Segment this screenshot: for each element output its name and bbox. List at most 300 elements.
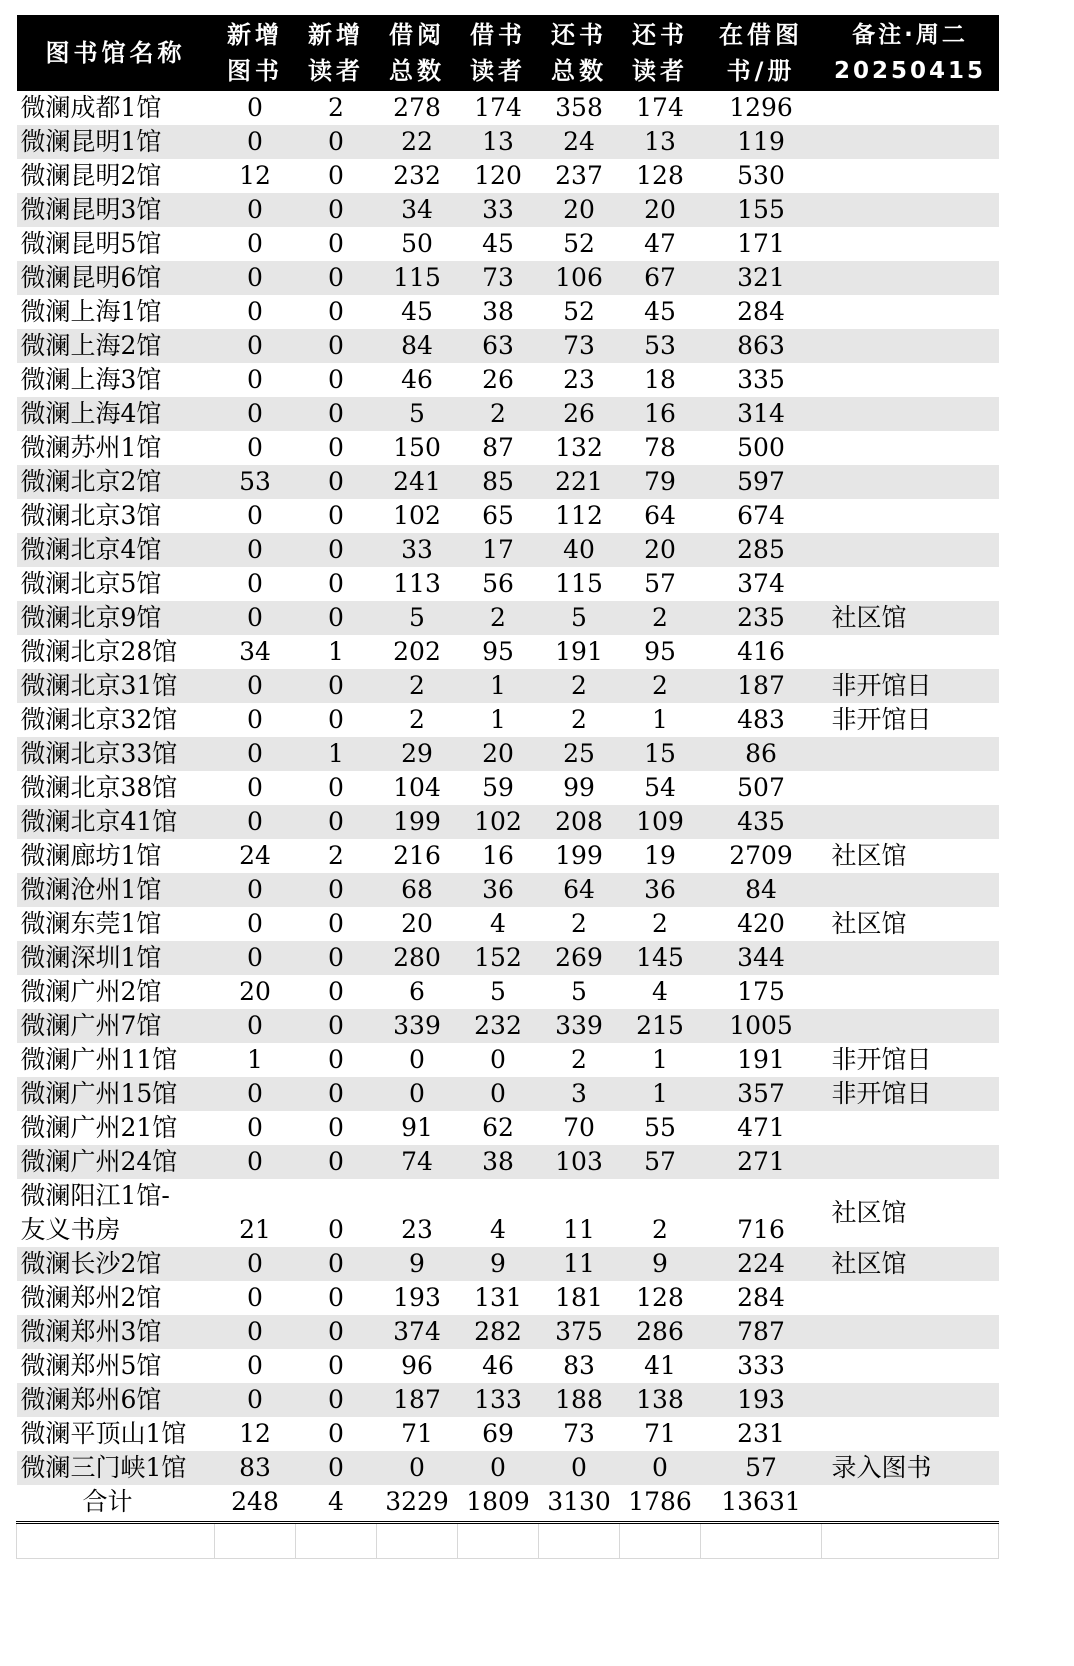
cell-return-total[interactable]: 99	[539, 771, 620, 805]
header-on-loan[interactable]: 在借图 书/册	[701, 15, 822, 91]
cell-return-total[interactable]: 358	[539, 91, 620, 125]
cell-borrow-total[interactable]: 202	[377, 635, 458, 669]
cell-note[interactable]	[822, 363, 999, 397]
cell-note[interactable]	[822, 941, 999, 975]
cell-note[interactable]	[822, 227, 999, 261]
cell-return-total[interactable]: 375	[539, 1315, 620, 1349]
cell-borrow-readers[interactable]: 131	[458, 1281, 539, 1315]
cell-return-readers[interactable]: 71	[620, 1417, 701, 1451]
cell-note[interactable]	[822, 1111, 999, 1145]
empty-cell[interactable]	[539, 1523, 620, 1559]
cell-note[interactable]	[822, 295, 999, 329]
cell-borrow-readers[interactable]: 120	[458, 159, 539, 193]
cell-new-books[interactable]: 12	[215, 1417, 296, 1451]
total-return-readers[interactable]: 1786	[620, 1485, 701, 1523]
cell-library-name[interactable]: 微澜上海3馆	[17, 363, 215, 397]
cell-return-readers[interactable]: 1	[620, 1077, 701, 1111]
cell-note[interactable]	[822, 91, 999, 125]
cell-new-readers[interactable]: 0	[296, 125, 377, 159]
cell-note[interactable]	[822, 873, 999, 907]
cell-return-readers[interactable]: 57	[620, 567, 701, 601]
cell-new-books[interactable]: 0	[215, 703, 296, 737]
cell-note[interactable]: 社区馆	[822, 601, 999, 635]
cell-borrow-readers[interactable]: 4	[458, 907, 539, 941]
cell-borrow-total[interactable]: 84	[377, 329, 458, 363]
cell-borrow-readers[interactable]: 1	[458, 703, 539, 737]
cell-return-readers[interactable]: 57	[620, 1145, 701, 1179]
empty-cell[interactable]	[17, 1523, 215, 1559]
cell-note[interactable]	[822, 1281, 999, 1315]
cell-library-name[interactable]: 微澜北京38馆	[17, 771, 215, 805]
cell-return-total[interactable]: 115	[539, 567, 620, 601]
cell-borrow-total[interactable]: 187	[377, 1383, 458, 1417]
cell-note[interactable]	[822, 635, 999, 669]
cell-borrow-total[interactable]: 74	[377, 1145, 458, 1179]
cell-borrow-total[interactable]: 104	[377, 771, 458, 805]
cell-new-readers[interactable]: 0	[296, 567, 377, 601]
cell-borrow-total[interactable]: 2	[377, 703, 458, 737]
total-on-loan[interactable]: 13631	[701, 1485, 822, 1523]
cell-library-name[interactable]: 微澜上海4馆	[17, 397, 215, 431]
cell-library-name[interactable]: 微澜北京2馆	[17, 465, 215, 499]
cell-library-name[interactable]: 微澜平顶山1馆	[17, 1417, 215, 1451]
cell-return-readers[interactable]: 138	[620, 1383, 701, 1417]
cell-library-name[interactable]: 微澜昆明6馆	[17, 261, 215, 295]
cell-on-loan[interactable]: 224	[701, 1247, 822, 1281]
cell-return-total[interactable]: 112	[539, 499, 620, 533]
cell-library-name[interactable]: 微澜北京9馆	[17, 601, 215, 635]
cell-library-name[interactable]: 微澜三门峡1馆	[17, 1451, 215, 1485]
cell-return-total[interactable]: 0	[539, 1451, 620, 1485]
cell-new-books[interactable]: 0	[215, 533, 296, 567]
cell-library-name[interactable]: 微澜昆明2馆	[17, 159, 215, 193]
cell-on-loan[interactable]: 86	[701, 737, 822, 771]
cell-borrow-readers[interactable]: 17	[458, 533, 539, 567]
cell-new-readers[interactable]: 2	[296, 91, 377, 125]
cell-return-total[interactable]: 269	[539, 941, 620, 975]
cell-return-total[interactable]: 70	[539, 1111, 620, 1145]
cell-borrow-readers[interactable]: 33	[458, 193, 539, 227]
cell-new-readers[interactable]: 0	[296, 193, 377, 227]
cell-library-name[interactable]: 微澜北京32馆	[17, 703, 215, 737]
cell-on-loan[interactable]: 119	[701, 125, 822, 159]
cell-return-total[interactable]: 103	[539, 1145, 620, 1179]
cell-new-readers[interactable]: 0	[296, 397, 377, 431]
cell-return-readers[interactable]: 20	[620, 533, 701, 567]
cell-note[interactable]: 社区馆	[822, 1247, 999, 1281]
cell-on-loan[interactable]: 57	[701, 1451, 822, 1485]
cell-return-readers[interactable]: 67	[620, 261, 701, 295]
cell-borrow-readers[interactable]: 62	[458, 1111, 539, 1145]
cell-note[interactable]	[822, 261, 999, 295]
cell-on-loan[interactable]: 235	[701, 601, 822, 635]
cell-borrow-readers[interactable]: 38	[458, 295, 539, 329]
cell-on-loan[interactable]: 471	[701, 1111, 822, 1145]
cell-library-name[interactable]: 微澜昆明5馆	[17, 227, 215, 261]
cell-new-readers[interactable]: 0	[296, 1281, 377, 1315]
cell-return-total[interactable]: 2	[539, 1043, 620, 1077]
cell-on-loan[interactable]: 716	[701, 1179, 822, 1247]
cell-return-readers[interactable]: 2	[620, 669, 701, 703]
header-return-total[interactable]: 还书 总数	[539, 15, 620, 91]
cell-borrow-total[interactable]: 102	[377, 499, 458, 533]
cell-borrow-readers[interactable]: 152	[458, 941, 539, 975]
cell-new-books[interactable]: 0	[215, 227, 296, 261]
cell-borrow-readers[interactable]: 95	[458, 635, 539, 669]
cell-library-name[interactable]: 微澜成都1馆	[17, 91, 215, 125]
cell-note[interactable]	[822, 1417, 999, 1451]
cell-borrow-total[interactable]: 2	[377, 669, 458, 703]
cell-new-books[interactable]: 0	[215, 125, 296, 159]
cell-on-loan[interactable]: 483	[701, 703, 822, 737]
empty-cell[interactable]	[701, 1523, 822, 1559]
empty-cell[interactable]	[620, 1523, 701, 1559]
cell-borrow-total[interactable]: 71	[377, 1417, 458, 1451]
cell-new-readers[interactable]: 2	[296, 839, 377, 873]
cell-return-total[interactable]: 199	[539, 839, 620, 873]
cell-new-books[interactable]: 0	[215, 805, 296, 839]
cell-return-total[interactable]: 52	[539, 295, 620, 329]
cell-return-readers[interactable]: 54	[620, 771, 701, 805]
cell-return-total[interactable]: 11	[539, 1247, 620, 1281]
cell-return-total[interactable]: 11	[539, 1179, 620, 1247]
cell-borrow-readers[interactable]: 45	[458, 227, 539, 261]
cell-return-readers[interactable]: 53	[620, 329, 701, 363]
cell-new-books[interactable]: 0	[215, 771, 296, 805]
cell-on-loan[interactable]: 2709	[701, 839, 822, 873]
cell-return-readers[interactable]: 95	[620, 635, 701, 669]
cell-new-readers[interactable]: 0	[296, 771, 377, 805]
cell-borrow-readers[interactable]: 59	[458, 771, 539, 805]
cell-return-readers[interactable]: 55	[620, 1111, 701, 1145]
cell-note[interactable]: 录入图书	[822, 1451, 999, 1485]
cell-borrow-readers[interactable]: 1	[458, 669, 539, 703]
cell-return-readers[interactable]: 20	[620, 193, 701, 227]
cell-new-readers[interactable]: 0	[296, 363, 377, 397]
cell-return-total[interactable]: 40	[539, 533, 620, 567]
cell-note[interactable]: 非开馆日	[822, 1077, 999, 1111]
total-note[interactable]	[822, 1485, 999, 1523]
cell-return-readers[interactable]: 36	[620, 873, 701, 907]
cell-new-readers[interactable]: 0	[296, 1417, 377, 1451]
header-borrow-total[interactable]: 借阅 总数	[377, 15, 458, 91]
cell-borrow-readers[interactable]: 87	[458, 431, 539, 465]
header-borrow-readers[interactable]: 借书 读者	[458, 15, 539, 91]
cell-borrow-total[interactable]: 0	[377, 1043, 458, 1077]
cell-library-name[interactable]: 微澜广州15馆	[17, 1077, 215, 1111]
cell-return-readers[interactable]: 15	[620, 737, 701, 771]
cell-new-readers[interactable]: 0	[296, 533, 377, 567]
cell-note[interactable]	[822, 1145, 999, 1179]
cell-new-books[interactable]: 0	[215, 1247, 296, 1281]
cell-borrow-total[interactable]: 5	[377, 601, 458, 635]
cell-library-name[interactable]: 微澜昆明3馆	[17, 193, 215, 227]
cell-new-readers[interactable]: 0	[296, 159, 377, 193]
empty-cell[interactable]	[458, 1523, 539, 1559]
cell-library-name[interactable]: 微澜北京4馆	[17, 533, 215, 567]
cell-library-name[interactable]: 微澜广州11馆	[17, 1043, 215, 1077]
cell-library-name[interactable]: 微澜广州2馆	[17, 975, 215, 1009]
cell-new-readers[interactable]: 0	[296, 1383, 377, 1417]
cell-new-books[interactable]: 0	[215, 431, 296, 465]
cell-on-loan[interactable]: 357	[701, 1077, 822, 1111]
cell-on-loan[interactable]: 321	[701, 261, 822, 295]
cell-borrow-readers[interactable]: 20	[458, 737, 539, 771]
cell-new-books[interactable]: 0	[215, 1315, 296, 1349]
cell-borrow-total[interactable]: 280	[377, 941, 458, 975]
cell-new-books[interactable]: 24	[215, 839, 296, 873]
cell-note[interactable]	[822, 737, 999, 771]
cell-return-readers[interactable]: 4	[620, 975, 701, 1009]
cell-return-readers[interactable]: 2	[620, 1179, 701, 1247]
cell-borrow-readers[interactable]: 13	[458, 125, 539, 159]
cell-return-readers[interactable]: 16	[620, 397, 701, 431]
cell-new-books[interactable]: 0	[215, 737, 296, 771]
cell-new-readers[interactable]: 0	[296, 431, 377, 465]
total-new-books[interactable]: 248	[215, 1485, 296, 1523]
cell-return-total[interactable]: 26	[539, 397, 620, 431]
empty-cell[interactable]	[377, 1523, 458, 1559]
cell-note[interactable]	[822, 329, 999, 363]
header-new-books[interactable]: 新增 图书	[215, 15, 296, 91]
header-note[interactable]: 备注·周二 20250415	[822, 15, 999, 91]
cell-on-loan[interactable]: 1005	[701, 1009, 822, 1043]
cell-new-readers[interactable]: 0	[296, 295, 377, 329]
cell-on-loan[interactable]: 84	[701, 873, 822, 907]
cell-new-books[interactable]: 0	[215, 329, 296, 363]
cell-borrow-readers[interactable]: 46	[458, 1349, 539, 1383]
cell-new-books[interactable]: 0	[215, 1383, 296, 1417]
cell-return-readers[interactable]: 286	[620, 1315, 701, 1349]
cell-borrow-readers[interactable]: 0	[458, 1077, 539, 1111]
cell-return-readers[interactable]: 0	[620, 1451, 701, 1485]
cell-new-books[interactable]: 0	[215, 499, 296, 533]
cell-borrow-total[interactable]: 45	[377, 295, 458, 329]
cell-note[interactable]	[822, 975, 999, 1009]
cell-borrow-readers[interactable]: 36	[458, 873, 539, 907]
total-borrow-readers[interactable]: 1809	[458, 1485, 539, 1523]
cell-new-readers[interactable]: 0	[296, 261, 377, 295]
cell-library-name[interactable]: 微澜广州21馆	[17, 1111, 215, 1145]
cell-new-books[interactable]: 0	[215, 873, 296, 907]
cell-new-books[interactable]: 0	[215, 567, 296, 601]
cell-new-books[interactable]: 12	[215, 159, 296, 193]
empty-cell[interactable]	[822, 1523, 999, 1559]
cell-borrow-readers[interactable]: 26	[458, 363, 539, 397]
cell-on-loan[interactable]: 787	[701, 1315, 822, 1349]
cell-note[interactable]	[822, 1349, 999, 1383]
cell-new-books[interactable]: 0	[215, 295, 296, 329]
cell-borrow-total[interactable]: 68	[377, 873, 458, 907]
cell-borrow-readers[interactable]: 0	[458, 1451, 539, 1485]
cell-note[interactable]	[822, 805, 999, 839]
cell-return-total[interactable]: 3	[539, 1077, 620, 1111]
cell-new-books[interactable]: 0	[215, 91, 296, 125]
cell-new-books[interactable]: 0	[215, 907, 296, 941]
cell-borrow-total[interactable]: 113	[377, 567, 458, 601]
cell-note[interactable]	[822, 193, 999, 227]
cell-return-readers[interactable]: 215	[620, 1009, 701, 1043]
cell-new-books[interactable]: 20	[215, 975, 296, 1009]
cell-return-readers[interactable]: 9	[620, 1247, 701, 1281]
cell-return-total[interactable]: 132	[539, 431, 620, 465]
cell-on-loan[interactable]: 597	[701, 465, 822, 499]
cell-new-readers[interactable]: 0	[296, 941, 377, 975]
cell-new-readers[interactable]: 0	[296, 1043, 377, 1077]
cell-return-total[interactable]: 23	[539, 363, 620, 397]
cell-note[interactable]	[822, 1383, 999, 1417]
cell-library-name[interactable]: 微澜东莞1馆	[17, 907, 215, 941]
cell-library-name[interactable]: 微澜北京41馆	[17, 805, 215, 839]
cell-borrow-total[interactable]: 91	[377, 1111, 458, 1145]
cell-on-loan[interactable]: 314	[701, 397, 822, 431]
cell-on-loan[interactable]: 416	[701, 635, 822, 669]
cell-return-total[interactable]: 52	[539, 227, 620, 261]
empty-cell[interactable]	[296, 1523, 377, 1559]
cell-new-readers[interactable]: 1	[296, 635, 377, 669]
cell-library-name[interactable]: 微澜北京3馆	[17, 499, 215, 533]
cell-new-readers[interactable]: 0	[296, 669, 377, 703]
cell-new-readers[interactable]: 1	[296, 737, 377, 771]
cell-borrow-total[interactable]: 199	[377, 805, 458, 839]
cell-new-books[interactable]: 0	[215, 1077, 296, 1111]
cell-borrow-total[interactable]: 29	[377, 737, 458, 771]
cell-borrow-readers[interactable]: 5	[458, 975, 539, 1009]
cell-on-loan[interactable]: 231	[701, 1417, 822, 1451]
cell-borrow-total[interactable]: 193	[377, 1281, 458, 1315]
cell-return-total[interactable]: 188	[539, 1383, 620, 1417]
cell-note[interactable]	[822, 1009, 999, 1043]
cell-new-readers[interactable]: 0	[296, 805, 377, 839]
cell-on-loan[interactable]: 1296	[701, 91, 822, 125]
cell-new-books[interactable]: 34	[215, 635, 296, 669]
cell-note[interactable]	[822, 1315, 999, 1349]
cell-borrow-readers[interactable]: 102	[458, 805, 539, 839]
cell-return-total[interactable]: 191	[539, 635, 620, 669]
cell-new-books[interactable]: 0	[215, 1009, 296, 1043]
cell-return-readers[interactable]: 18	[620, 363, 701, 397]
cell-borrow-readers[interactable]: 63	[458, 329, 539, 363]
cell-new-readers[interactable]: 0	[296, 499, 377, 533]
cell-return-total[interactable]: 25	[539, 737, 620, 771]
cell-return-readers[interactable]: 128	[620, 159, 701, 193]
cell-on-loan[interactable]: 335	[701, 363, 822, 397]
cell-borrow-total[interactable]: 278	[377, 91, 458, 125]
cell-on-loan[interactable]: 271	[701, 1145, 822, 1179]
cell-on-loan[interactable]: 863	[701, 329, 822, 363]
cell-library-name[interactable]: 微澜郑州6馆	[17, 1383, 215, 1417]
cell-library-name[interactable]: 微澜北京28馆	[17, 635, 215, 669]
cell-borrow-total[interactable]: 115	[377, 261, 458, 295]
cell-return-total[interactable]: 2	[539, 669, 620, 703]
cell-borrow-readers[interactable]: 85	[458, 465, 539, 499]
cell-return-readers[interactable]: 1	[620, 1043, 701, 1077]
cell-new-books[interactable]: 83	[215, 1451, 296, 1485]
cell-return-total[interactable]: 64	[539, 873, 620, 907]
cell-borrow-total[interactable]: 46	[377, 363, 458, 397]
cell-return-readers[interactable]: 47	[620, 227, 701, 261]
cell-new-books[interactable]: 0	[215, 1281, 296, 1315]
cell-new-readers[interactable]: 0	[296, 1247, 377, 1281]
cell-borrow-readers[interactable]: 2	[458, 601, 539, 635]
cell-note[interactable]	[822, 465, 999, 499]
cell-borrow-total[interactable]: 9	[377, 1247, 458, 1281]
cell-on-loan[interactable]: 285	[701, 533, 822, 567]
cell-borrow-total[interactable]: 34	[377, 193, 458, 227]
cell-borrow-readers[interactable]: 2	[458, 397, 539, 431]
cell-on-loan[interactable]: 284	[701, 1281, 822, 1315]
cell-on-loan[interactable]: 507	[701, 771, 822, 805]
cell-borrow-readers[interactable]: 9	[458, 1247, 539, 1281]
cell-new-readers[interactable]: 0	[296, 975, 377, 1009]
cell-return-readers[interactable]: 45	[620, 295, 701, 329]
cell-note[interactable]: 非开馆日	[822, 703, 999, 737]
cell-on-loan[interactable]: 187	[701, 669, 822, 703]
cell-borrow-total[interactable]: 5	[377, 397, 458, 431]
cell-library-name[interactable]: 微澜郑州2馆	[17, 1281, 215, 1315]
cell-borrow-total[interactable]: 22	[377, 125, 458, 159]
cell-new-readers[interactable]: 0	[296, 601, 377, 635]
cell-new-readers[interactable]: 0	[296, 1111, 377, 1145]
cell-borrow-total[interactable]: 20	[377, 907, 458, 941]
cell-new-books[interactable]: 21	[215, 1179, 296, 1247]
total-return-total[interactable]: 3130	[539, 1485, 620, 1523]
cell-new-readers[interactable]: 0	[296, 703, 377, 737]
cell-on-loan[interactable]: 420	[701, 907, 822, 941]
cell-borrow-total[interactable]: 23	[377, 1179, 458, 1247]
cell-return-total[interactable]: 73	[539, 1417, 620, 1451]
cell-library-name[interactable]: 微澜长沙2馆	[17, 1247, 215, 1281]
cell-new-readers[interactable]: 0	[296, 1315, 377, 1349]
cell-on-loan[interactable]: 191	[701, 1043, 822, 1077]
cell-new-readers[interactable]: 0	[296, 1145, 377, 1179]
total-label[interactable]: 合计	[17, 1485, 215, 1523]
cell-borrow-total[interactable]: 216	[377, 839, 458, 873]
cell-return-total[interactable]: 339	[539, 1009, 620, 1043]
cell-borrow-total[interactable]: 0	[377, 1451, 458, 1485]
cell-borrow-readers[interactable]: 0	[458, 1043, 539, 1077]
cell-library-name[interactable]: 微澜廊坊1馆	[17, 839, 215, 873]
cell-borrow-readers[interactable]: 4	[458, 1179, 539, 1247]
cell-note[interactable]	[822, 533, 999, 567]
cell-note[interactable]	[822, 397, 999, 431]
cell-borrow-readers[interactable]: 174	[458, 91, 539, 125]
cell-borrow-readers[interactable]: 69	[458, 1417, 539, 1451]
cell-new-books[interactable]: 0	[215, 397, 296, 431]
cell-note[interactable]	[822, 771, 999, 805]
cell-note[interactable]	[822, 567, 999, 601]
cell-library-name[interactable]: 微澜昆明1馆	[17, 125, 215, 159]
cell-return-readers[interactable]: 78	[620, 431, 701, 465]
cell-new-books[interactable]: 53	[215, 465, 296, 499]
cell-note[interactable]	[822, 499, 999, 533]
cell-new-books[interactable]: 1	[215, 1043, 296, 1077]
total-borrow-total[interactable]: 3229	[377, 1485, 458, 1523]
cell-new-readers[interactable]: 0	[296, 1349, 377, 1383]
cell-borrow-total[interactable]: 339	[377, 1009, 458, 1043]
cell-library-name[interactable]: 微澜深圳1馆	[17, 941, 215, 975]
cell-borrow-total[interactable]: 6	[377, 975, 458, 1009]
cell-new-readers[interactable]: 0	[296, 1009, 377, 1043]
cell-on-loan[interactable]: 175	[701, 975, 822, 1009]
cell-return-readers[interactable]: 145	[620, 941, 701, 975]
cell-return-total[interactable]: 2	[539, 703, 620, 737]
cell-new-readers[interactable]: 0	[296, 329, 377, 363]
cell-return-readers[interactable]: 79	[620, 465, 701, 499]
empty-cell[interactable]	[215, 1523, 296, 1559]
cell-borrow-total[interactable]: 33	[377, 533, 458, 567]
cell-return-total[interactable]: 24	[539, 125, 620, 159]
